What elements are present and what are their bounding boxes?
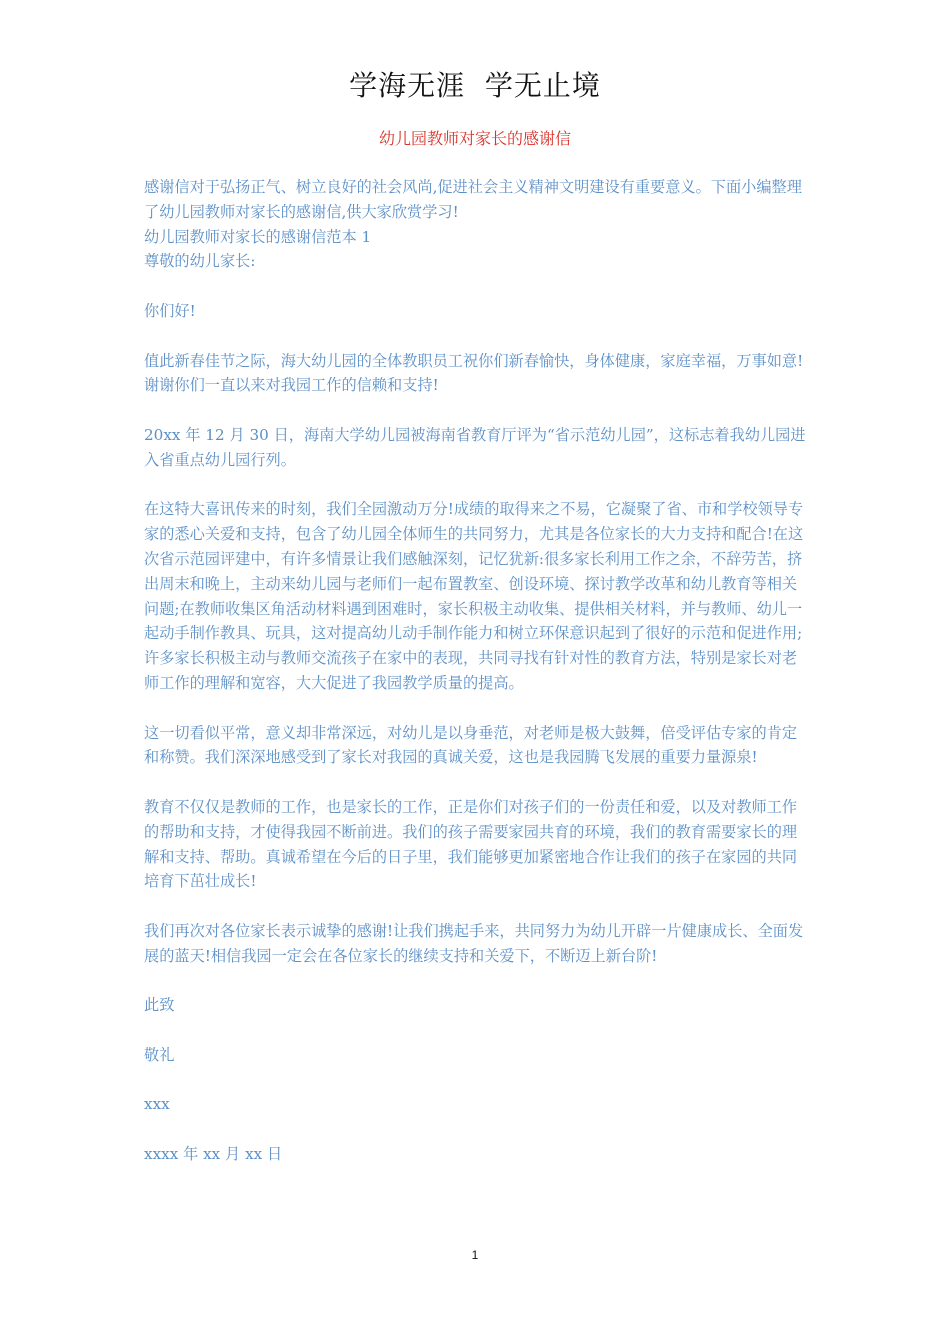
- document-title: 幼儿园教师对家长的感谢信: [378, 129, 571, 148]
- sample-heading: 幼儿园教师对家长的感谢信范本 1: [144, 227, 372, 246]
- salutation: 尊敬的幼儿家长:: [144, 252, 256, 271]
- letter-date: xxxx 年 xx 月 xx 日: [144, 1145, 283, 1164]
- letter-body: [144, 175, 812, 1167]
- paragraph: 值此新春佳节之际，海大幼儿园的全体教职员工祝你们新春愉快，身体健康，家庭幸福，万事如意!谢谢你们一直以来对我园工作的信赖和支持!: [144, 351, 804, 395]
- paragraph: 教育不仅仅是教师的工作，也是家长的工作，正是你们对孩子们的一份责任和爱，以及对教师工作的帮助和支持，才使得我园不断前进。我们的孩子需要家园共育的环境，我们的教育需要家长的理解和支持、帮助。真诚希望在今后的日子里，我们能够更加紧密地合作让我们的孩子在家园的共同培育下茁壮成长!: [144, 797, 798, 891]
- signature: xxx: [144, 1095, 170, 1114]
- closing-regards: 敬礼: [144, 1045, 175, 1064]
- paragraph: 在这特大喜讯传来的时刻，我们全园激动万分!成绩的取得来之不易，它凝聚了省、市和学校领导专家的悉心关爱和支持，包含了幼儿园全体师生的共同努力，尤其是各位家长的大力支持和配合!在这次省示范园评建中，有许多情景让我们感触深刻，记忆犹新:很多家长利用工作之余，不辞劳苦，挤出周末和晚上，主动来幼儿园与老师们一起布置教室、创设环境、探讨教学改革和幼儿教育等相关问题;在教师收集区角活动材料遇到困难时，家长积极主动收集、提供相关材料，并与教师、幼儿一起动手制作教具、玩具，这对提高幼儿动手制作能力和树立环保意识起到了很好的示范和促进作用;许多家长积极主动与教师交流孩子在家中的表现，共同寻找有针对性的教育方法，特别是家长对老师工作的理解和宽容，大大促进了我园教学质量的提高。: [144, 500, 804, 692]
- paragraph: 这一切看似平常，意义却非常深远，对幼儿是以身垂范，对老师是极大鼓舞，倍受评估专家的肯定和称赞。我们深深地感受到了家长对我园的真诚关爱，这也是我园腾飞发展的重要力量源泉!: [144, 723, 798, 767]
- paragraph: 20xx 年 12 月 30 日，海南大学幼儿园被海南省教育厅评为“省示范幼儿园”，这标志着我幼儿园进入省重点幼儿园行列。: [144, 425, 806, 469]
- page-number: 1: [471, 1248, 479, 1262]
- intro-paragraph: 感谢信对于弘扬正气、树立良好的社会风尚,促进社会主义精神文明建设有重要意义。下面小编整理了幼儿园教师对家长的感谢信,供大家欣赏学习!: [144, 178, 802, 221]
- closing-line: 此致: [144, 996, 175, 1015]
- greeting: 你们好!: [144, 301, 196, 320]
- paragraph: 我们再次对各位家长表示诚挚的感谢!让我们携起手来，共同努力为幼儿开辟一片健康成长、全面发展的蓝天!相信我园一定会在各位家长的继续支持和关爱下，不断迈上新台阶!: [144, 921, 804, 965]
- page-header-title: 学海无涯 学无止境: [349, 69, 601, 102]
